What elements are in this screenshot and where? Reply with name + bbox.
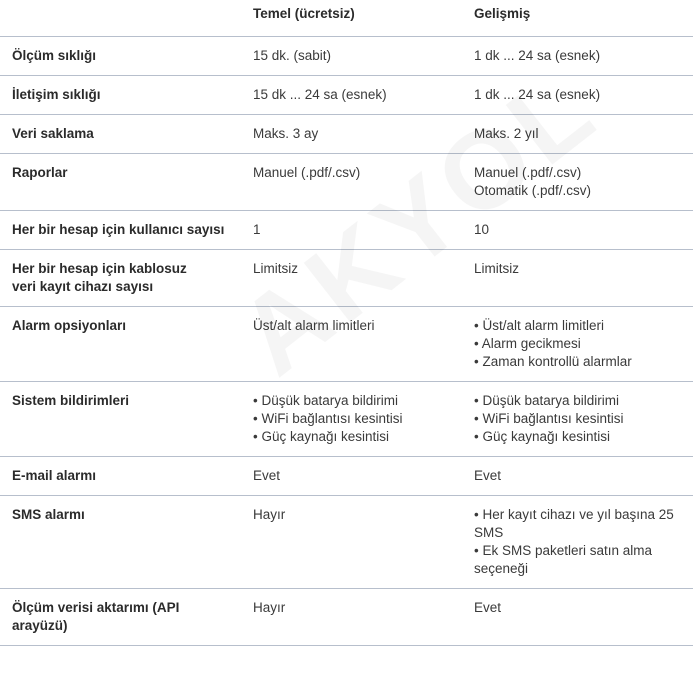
basic-plan-cell-line: 15 dk ... 24 sa (esnek) [253,86,387,102]
table-row [0,210,693,249]
feature-label [0,306,243,381]
advanced-plan-cell [464,249,693,306]
header-basic-plan: Temel (ücretsiz) [253,6,355,21]
advanced-plan-cell-line: Limitsiz [474,260,520,276]
header-advanced-plan: Gelişmiş [474,6,531,21]
header-feature [0,0,243,36]
basic-plan-cell [243,306,464,381]
basic-plan-cell-line: • WiFi bağlantısı kesintisi [253,410,403,426]
feature-label-line: Ölçüm sıklığı [12,47,97,63]
feature-label-line: Raporlar [12,164,68,180]
advanced-plan-cell [464,456,693,495]
feature-label [0,75,243,114]
advanced-plan-cell [464,381,693,456]
table-row [0,588,693,645]
feature-label [0,153,243,210]
advanced-plan-cell [464,495,693,588]
advanced-plan-cell-line: Evet [474,599,502,615]
basic-plan-cell [243,75,464,114]
basic-plan-cell-line: 1 [253,221,261,237]
feature-label-line: Her bir hesap için kablosuz [12,260,187,276]
advanced-plan-cell-line: • WiFi bağlantısı kesintisi [474,410,624,426]
advanced-plan-cell [464,210,693,249]
feature-label-line: Alarm opsiyonları [12,317,127,333]
advanced-plan-cell [464,36,693,75]
basic-plan-cell [243,588,464,645]
advanced-plan-cell-line: • Alarm gecikmesi [474,335,581,351]
table-row [0,495,693,588]
advanced-plan-cell [464,588,693,645]
table-row [0,153,693,210]
advanced-plan-cell-line: • Güç kaynağı kesintisi [474,428,611,444]
basic-plan-cell [243,456,464,495]
table-row [0,456,693,495]
feature-label-line: Sistem bildirimleri [12,392,130,408]
basic-plan-cell-line: Maks. 3 ay [253,125,319,141]
basic-plan-cell-line: • Güç kaynağı kesintisi [253,428,390,444]
basic-plan-cell-line: Hayır [253,599,286,615]
advanced-plan-cell [464,153,693,210]
feature-label-line: İletişim sıklığı [12,86,101,102]
advanced-plan-cell-line: 1 dk ... 24 sa (esnek) [474,47,601,63]
feature-label [0,210,243,249]
feature-label [0,495,243,588]
table-row [0,75,693,114]
advanced-plan-cell-line: Maks. 2 yıl [474,125,539,141]
table-row [0,36,693,75]
feature-label-line: SMS alarmı [12,506,85,522]
basic-plan-cell-line: Limitsiz [253,260,299,276]
basic-plan-cell [243,36,464,75]
advanced-plan-cell-line: • Ek SMS paketleri satın alma [474,542,653,558]
basic-plan-cell [243,381,464,456]
feature-label [0,249,243,306]
basic-plan-cell [243,114,464,153]
table-row [0,249,693,306]
feature-label-line: Veri saklama [12,125,94,141]
feature-label-line: veri kayıt cihazı sayısı [12,278,154,294]
advanced-plan-cell [464,75,693,114]
advanced-plan-cell-line: 1 dk ... 24 sa (esnek) [474,86,601,102]
feature-label [0,381,243,456]
advanced-plan-cell-line: Evet [474,467,502,483]
feature-label-line: E-mail alarmı [12,467,97,483]
basic-plan-cell-line: Evet [253,467,281,483]
advanced-plan-cell [464,114,693,153]
advanced-plan-cell-line: • Üst/alt alarm limitleri [474,317,604,333]
feature-label [0,456,243,495]
table-row [0,306,693,381]
feature-label-line: Ölçüm verisi aktarımı (API arayüzü) [12,599,180,633]
advanced-plan-cell-line: Manuel (.pdf/.csv) [474,164,582,180]
advanced-plan-cell [464,306,693,381]
basic-plan-cell-line: Üst/alt alarm limitleri [253,317,375,333]
feature-label [0,114,243,153]
basic-plan-cell-line: • Düşük batarya bildirimi [253,392,399,408]
advanced-plan-cell-line: • Zaman kontrollü alarmlar [474,353,632,369]
table-row [0,381,693,456]
feature-label-line: Her bir hesap için kullanıcı sayısı [12,221,225,237]
basic-plan-cell-line: Hayır [253,506,286,522]
basic-plan-cell-line: 15 dk. (sabit) [253,47,332,63]
basic-plan-cell-line: Manuel (.pdf/.csv) [253,164,361,180]
table-row [0,114,693,153]
feature-label [0,588,243,645]
basic-plan-cell [243,249,464,306]
advanced-plan-cell-line: seçeneği [474,560,529,576]
advanced-plan-cell-line: Otomatik (.pdf/.csv) [474,182,592,198]
basic-plan-cell [243,153,464,210]
advanced-plan-cell-line: • Her kayıt cihazı ve yıl başına 25 [474,506,674,522]
table-header-row [0,0,693,36]
feature-label [0,36,243,75]
advanced-plan-cell-line: 10 [474,221,490,237]
basic-plan-cell [243,495,464,588]
basic-plan-cell [243,210,464,249]
advanced-plan-cell-line: • Düşük batarya bildirimi [474,392,620,408]
advanced-plan-cell-line: SMS [474,524,504,540]
